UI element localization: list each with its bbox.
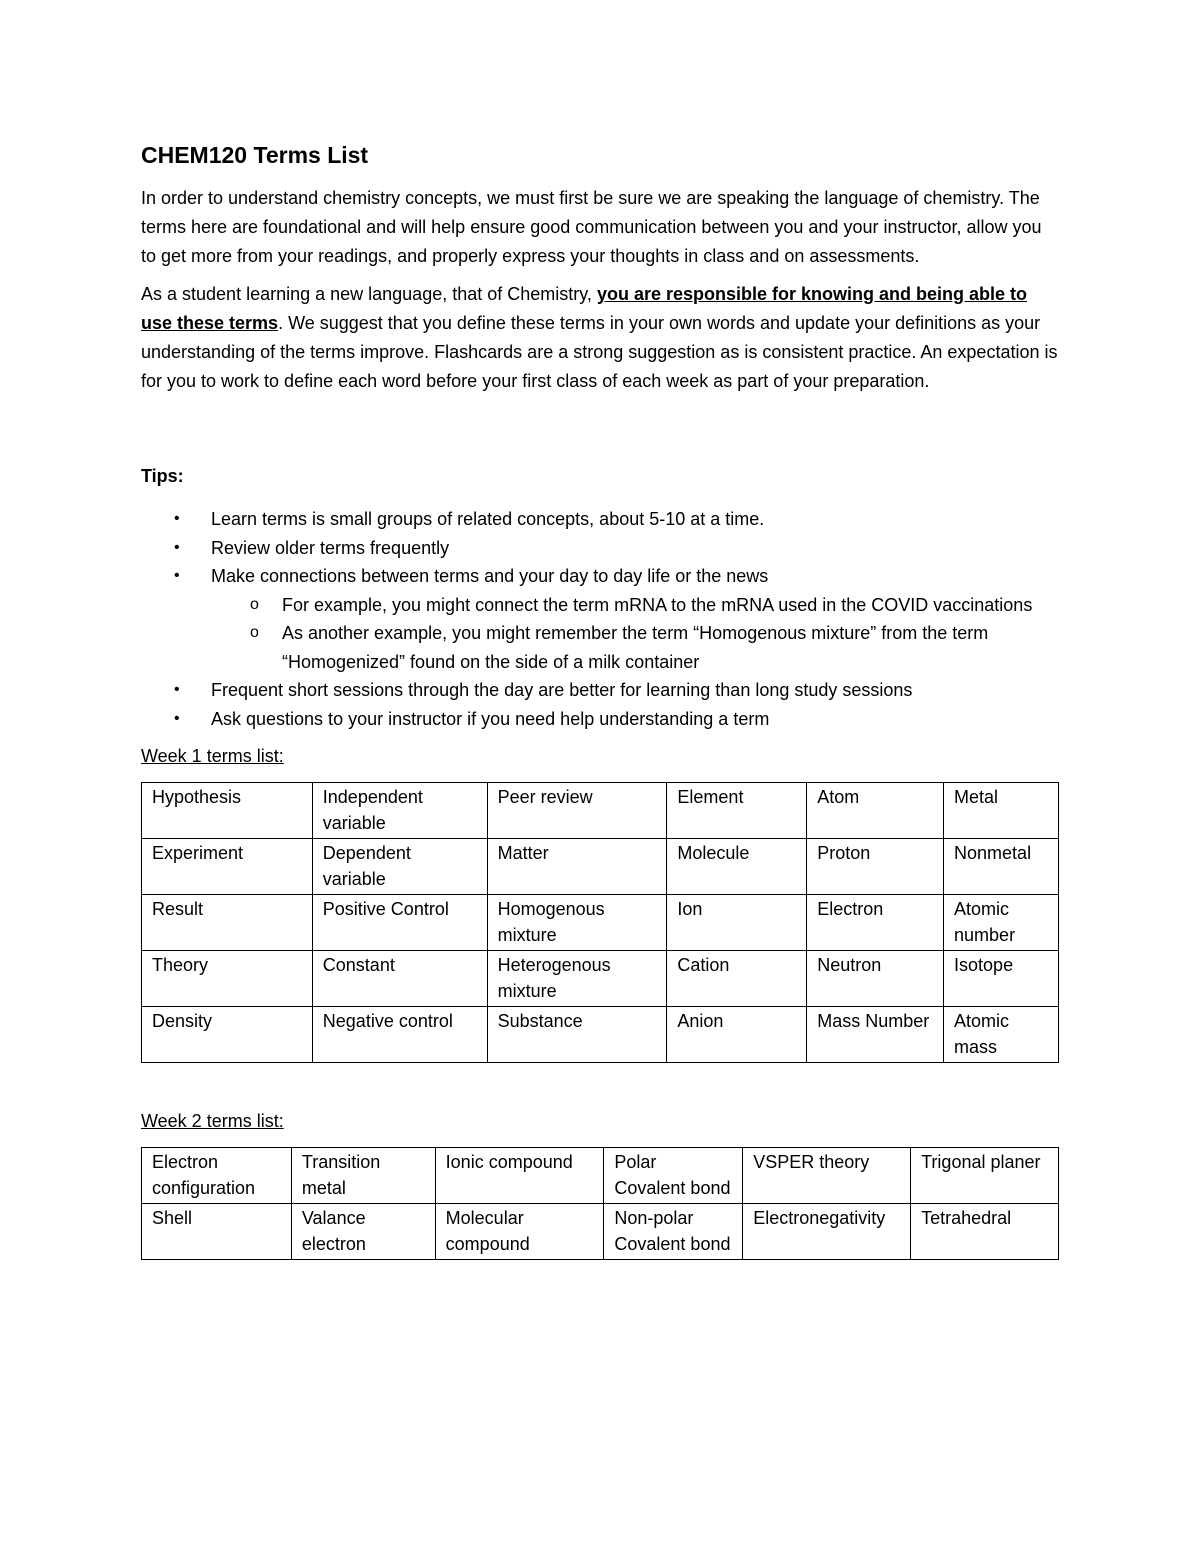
week2-label: Week 2 terms list: (141, 1111, 284, 1131)
term-cell: Atomic mass (944, 1007, 1059, 1063)
term-cell: Ion (667, 895, 807, 951)
tip-sub-text: For example, you might connect the term mRNA to the mRNA used in the COVID vaccinations (282, 594, 1033, 615)
term-cell: Cation (667, 951, 807, 1007)
table-row (142, 1148, 1059, 1204)
term-cell: Tetrahedral (911, 1204, 1059, 1260)
term-cell: Metal (944, 783, 1059, 839)
term-cell: Result (142, 895, 313, 951)
term-cell: Dependent variable (312, 839, 487, 895)
term-cell: Trigonal planer (911, 1148, 1059, 1204)
tip-sub-item (211, 591, 1059, 620)
term-cell: Atom (807, 783, 944, 839)
term-cell: VSPER theory (743, 1148, 911, 1204)
week2-terms-table (141, 1147, 1059, 1260)
tip-sub-item (211, 619, 1059, 676)
term-cell: Mass Number (807, 1007, 944, 1063)
bullet-icon: • (174, 681, 180, 698)
term-cell: Positive Control (312, 895, 487, 951)
term-cell: Density (142, 1007, 313, 1063)
responsibility-emphasis: you are responsible for knowing and being able to use these terms (141, 284, 1027, 333)
tip-text: Frequent short sessions through the day are better for learning than long study sessions (211, 680, 913, 700)
responsibility-lead: As a student learning a new language, that of Chemistry, (141, 284, 597, 304)
term-cell: Matter (487, 839, 667, 895)
page-title: CHEM120 Terms List (141, 142, 369, 168)
table-row (142, 951, 1059, 1007)
week1-terms-table (141, 782, 1059, 1063)
tip-item (141, 562, 1059, 676)
responsibility-paragraph (141, 280, 1059, 396)
tip-item (141, 676, 1059, 705)
tip-sub-text: As another example, you might remember the term “Homogenous mixture” from the term “Homogenized” found on the side of a milk container (282, 623, 989, 672)
document-page (141, 140, 1059, 1260)
term-cell: Molecular compound (435, 1204, 604, 1260)
term-cell: Non-polar Covalent bond (604, 1204, 743, 1260)
term-cell: Electronegativity (743, 1204, 911, 1260)
term-cell: Ionic compound (435, 1148, 604, 1204)
table-row (142, 1007, 1059, 1063)
term-cell: Neutron (807, 951, 944, 1007)
term-cell: Element (667, 783, 807, 839)
table-row (142, 1204, 1059, 1260)
term-cell: Transition metal (291, 1148, 435, 1204)
bullet-icon: • (174, 510, 180, 527)
term-cell: Shell (142, 1204, 292, 1260)
bullet-icon: • (174, 709, 180, 727)
term-cell: Polar Covalent bond (604, 1148, 743, 1204)
term-cell: Substance (487, 1007, 667, 1063)
responsibility-rest: . We suggest that you define these terms in your own words and update your definitions as your understanding of the terms improve. Flashcards are a strong suggestion as is consistent practice. An expectation is for you to work to define each word before your first class of each week as part of your preparation. (141, 313, 1058, 391)
tip-text: Learn terms is small groups of related concepts, about 5-10 at a time. (211, 509, 765, 529)
tip-text: Make connections between terms and your day to day life or the news (211, 566, 769, 586)
term-cell: Proton (807, 839, 944, 895)
tips-list (141, 505, 1059, 733)
term-cell: Independent variable (312, 783, 487, 839)
term-cell: Molecule (667, 839, 807, 895)
term-cell: Negative control (312, 1007, 487, 1063)
term-cell: Heterogenous mixture (487, 951, 667, 1007)
term-cell: Homogenous mixture (487, 895, 667, 951)
term-cell: Atomic number (944, 895, 1059, 951)
term-cell: Constant (312, 951, 487, 1007)
tip-text: Review older terms frequently (211, 537, 450, 558)
table-row (142, 783, 1059, 839)
term-cell: Experiment (142, 839, 313, 895)
bullet-icon: • (174, 567, 180, 584)
term-cell: Peer review (487, 783, 667, 839)
intro-paragraph: In order to understand chemistry concepts, we must first be sure we are speaking the language of chemistry. The terms here are foundational and will help ensure good communication between you and your instructor, allow you to get more from your readings, and properly express your thoughts in class and on assessments. (141, 188, 1042, 266)
tips-sub-list (211, 591, 1059, 677)
week1-label: Week 1 terms list: (141, 746, 284, 766)
table-row (142, 839, 1059, 895)
term-cell: Valance electron (291, 1204, 435, 1260)
sub-bullet-icon: o (250, 624, 259, 641)
tip-item (141, 534, 1059, 563)
tip-item (141, 505, 1059, 534)
tip-text: Ask questions to your instructor if you need help understanding a term (211, 708, 770, 729)
term-cell: Electron (807, 895, 944, 951)
term-cell: Anion (667, 1007, 807, 1063)
tip-item (141, 705, 1059, 734)
table-row (142, 895, 1059, 951)
term-cell: Hypothesis (142, 783, 313, 839)
term-cell: Theory (142, 951, 313, 1007)
term-cell: Electron configuration (142, 1148, 292, 1204)
term-cell: Nonmetal (944, 839, 1059, 895)
term-cell: Isotope (944, 951, 1059, 1007)
tips-heading: Tips: (141, 466, 184, 486)
sub-bullet-icon: o (250, 595, 259, 613)
bullet-icon: • (174, 538, 180, 556)
